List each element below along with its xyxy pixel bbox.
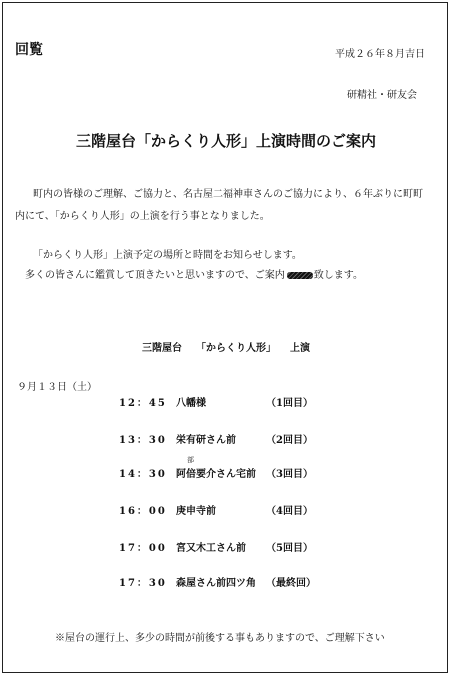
paragraph-2-line-2-start: 多くの皆さんに鑑賞して頂きたいと思いますので、ご案内 [25, 270, 285, 281]
schedule-place: 森屋さん前四ツ角 [176, 578, 256, 589]
paragraph-1-line-2: 内にて、「からくり人形」の上演を行う事となりました。 [15, 211, 270, 222]
performance-heading-part-1: 三階屋台 [142, 343, 182, 354]
schedule-count: （最終回） [266, 578, 316, 589]
schedule-time: 14：30 [119, 469, 167, 480]
circular-notice [2, 2, 448, 673]
schedule-place: 阿倍要介さん宅前 [176, 469, 256, 480]
schedule-count: （2回目） [266, 435, 313, 446]
schedule-place: 庚申寺前 [176, 506, 216, 517]
schedule-count: （1回目） [266, 398, 313, 409]
ink-correction-mark [287, 272, 313, 279]
document-title: 三階屋台「からくり人形」上演時間のご案内 [75, 132, 376, 150]
schedule-time: 17：00 [119, 543, 167, 554]
schedule-place: 八幡様 [176, 398, 206, 409]
performance-heading [3, 339, 449, 354]
performance-heading-part-2: 「からくり人形」 [196, 343, 276, 354]
circulation-label: 回覧 [15, 42, 43, 58]
footer-note: ※屋台の運行上、多少の時間が前後する事もありますので、ご理解下さい [55, 633, 385, 644]
schedule-time: 16：00 [119, 506, 167, 517]
paragraph-1-line-1: 町内の皆様のご理解、ご協力と、名古屋二福神車さんのご協力により、６年ぶりに町町 [33, 189, 423, 200]
correction-ruby: 部 [187, 456, 194, 464]
event-date: ９月１３日（土） [17, 382, 97, 393]
schedule-time: 12：45 [119, 398, 167, 409]
schedule-count: （3回目） [266, 469, 313, 480]
paragraph-2-line-2-end: 致します。 [313, 270, 364, 281]
schedule-count: （4回目） [266, 506, 313, 517]
schedule-place: 栄有研さん前 [176, 435, 236, 446]
schedule-time: 17：30 [119, 578, 167, 589]
paragraph-2-line-1: 「からくり人形」上演予定の場所と時間をお知らせします。 [33, 250, 302, 261]
performance-heading-part-3: 上演 [290, 343, 310, 354]
schedule-time: 13：30 [119, 435, 167, 446]
schedule-place: 宮又木工さん前 [176, 543, 246, 554]
issue-date: 平成２６年８月吉日 [335, 49, 425, 60]
schedule-count: （5回目） [266, 543, 313, 554]
paragraph-2-line-2 [25, 266, 363, 285]
organization-name: 研精社・研友会 [347, 90, 417, 101]
